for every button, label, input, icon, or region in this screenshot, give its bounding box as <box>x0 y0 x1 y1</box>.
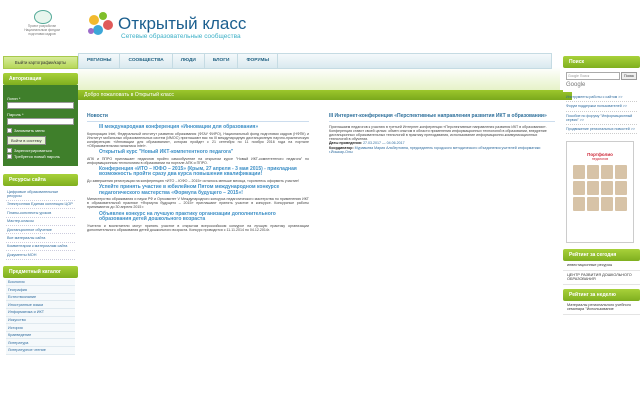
catalog-list <box>3 278 78 356</box>
forgot-link[interactable] <box>7 154 74 159</box>
google-logo: Google <box>566 82 586 88</box>
conference-column <box>329 113 555 263</box>
photo-icon <box>587 181 599 195</box>
coordinator-label: Координатор: <box>329 145 354 150</box>
catalog-item[interactable]: Искусство <box>6 317 75 325</box>
login-label: Логин * <box>7 96 21 101</box>
catalog-title: Предметный каталог <box>3 266 78 278</box>
nav-people[interactable]: ЛЮДИ <box>173 54 205 68</box>
catalog-item[interactable]: Краеведение <box>6 332 75 340</box>
photo-icon <box>615 165 627 179</box>
password-input[interactable] <box>7 118 74 125</box>
conference-intro: Приглашаем педагогов к участию в третьей Интернет-конференции «Перспективные направления развития ИКТ в образовании». <box>329 125 547 129</box>
news-title[interactable]: Успейте принять участие в юбилейном Пятом международном конкурсе педагогического мастерства «Формула будущего – 2015»! <box>99 184 280 196</box>
search-title: Поиск <box>563 56 640 68</box>
rating-week-list <box>563 301 640 315</box>
resource-item[interactable]: Электронная Единая коллекция ЦОР <box>6 201 75 209</box>
portfolio-subtitle: педагогов <box>591 157 609 162</box>
site-title: Открытый класс <box>118 14 247 33</box>
portfolio-banner[interactable] <box>566 141 634 243</box>
top-sidebar-link[interactable]: Выйти картографии/карты <box>3 56 78 69</box>
site-header <box>0 0 640 52</box>
auth-box <box>3 85 78 166</box>
search-button[interactable]: Поиск <box>621 72 637 80</box>
catalog-item[interactable]: История <box>6 324 75 332</box>
auth-title: Авторизация <box>3 73 78 85</box>
colored-balls-icon <box>86 10 116 40</box>
checkbox-icon[interactable] <box>7 128 12 133</box>
rating-week-title: Рейтинг за неделю <box>563 289 640 301</box>
photo-icon <box>601 197 613 211</box>
conference-title[interactable]: III Интернет-конференция «Перспективные направления развития ИКТ в образовании» <box>329 113 555 122</box>
coordinator-value[interactable]: Муравьева Мария Альбертовна, председатель городского методического объединения учителей информатики г.Йошкар-Олы <box>329 145 541 155</box>
bullet-icon <box>7 154 12 159</box>
search-input[interactable]: Google Поиск <box>566 72 620 80</box>
resource-item[interactable]: Дистанционное обучение <box>6 226 75 234</box>
dates-value: 27.03.2017 — 04.06.2017 <box>363 141 405 146</box>
news-title[interactable]: Открытый курс "Новый ИКТ-компетентного педагога" <box>99 148 234 155</box>
resource-item[interactable]: Мастер-классы <box>6 218 75 226</box>
register-label[interactable]: Зарегистрироваться <box>14 148 52 153</box>
login-input[interactable] <box>7 102 74 109</box>
forgot-label[interactable]: Требуется новый пароль <box>14 154 60 159</box>
welcome-banner: Добро пожаловать в Открытый класс <box>78 90 572 100</box>
photo-icon <box>573 165 585 179</box>
resources-list <box>3 186 78 262</box>
news-text: Корпорация Intel, Федеральный институт развития образования (ФГАУ ФИРО), Национальный фонд подготовки кадров (НФПК) и Институт мобильных образовательных систем (ИМОС) приглашают вас на III международную дистанционную научно-практическую конференцию «Инновации для образования», которая пройдет с 21 сентября по 11 ноября 2016 года на портале «Образовательная галактика Intel». <box>87 131 309 148</box>
resource-item[interactable]: Комментарии к материалам сайта <box>6 243 75 251</box>
conference-desc: Конференция ставит своей целью: обмен опытом в области применения информационных технологий в образовании, внедрение дистанционных образовательных технологий в практику преподавания, использование информационно-коммуникационных технологий в обучении. <box>329 129 547 142</box>
catalog-item[interactable]: Биология <box>6 279 75 287</box>
support-link[interactable]: Пособие по форуму "Информационный сервис" >> <box>566 114 637 126</box>
news-column <box>87 113 309 400</box>
photo-icon <box>615 181 627 195</box>
nav-regions[interactable]: РЕГИОНЫ <box>79 54 120 68</box>
site-subtitle: Сетевые образовательные сообщества <box>121 33 241 40</box>
photo-icon <box>601 165 613 179</box>
support-links <box>563 92 640 139</box>
news-title[interactable]: III международная конференция «Инновации для образования» <box>99 124 259 130</box>
news-text: АПК и ППРО приглашает педагогов пройти самообучение на открытом курсе "Новый ИКТ-компетентного педагога" по информационным технологиям в образовании на портале АПК и ППРО. <box>87 156 309 165</box>
resource-item[interactable]: Документы МОН <box>6 251 75 259</box>
photo-icon <box>573 197 585 211</box>
catalog-item[interactable]: Литература <box>6 339 75 347</box>
resource-item[interactable]: Все материалы сайта <box>6 234 75 242</box>
conference-coordinator <box>329 146 555 155</box>
support-link[interactable]: Продвижение региональных новостей >> <box>566 127 637 134</box>
catalog-item[interactable]: Литературное чтение <box>6 347 75 355</box>
nav-communities[interactable]: СООБЩЕСТВА <box>120 54 172 68</box>
dates-label: Даты проведения: <box>329 141 363 146</box>
news-heading: Новости <box>87 113 309 122</box>
news-text: Учителя и воспитатели могут принять участие в открытом всероссийском конкурсе на лучшую практику организации дополнительного образования детей дошкольного возраста. Конкурс проводится с 11.11.2014 по 04.12.2014г. <box>87 223 309 232</box>
rating-item[interactable]: инвестиционные ресурсы <box>563 261 640 270</box>
main-nav <box>78 53 552 69</box>
portfolio-photos <box>567 165 633 211</box>
header-gradient <box>78 67 560 90</box>
news-text: Министерство образования и науки РФ и Оргкомитет V Международного конкурса педагогического мастерства по применению ИКТ в образовательной практике «Формула будущего – 2015» приглашают принять участие в конкурсе. Конкурсные работы принимаются до 30 апреля 2015 г. <box>87 197 309 210</box>
support-link[interactable]: Инструменты работы с сайтом >> <box>566 95 637 102</box>
nav-forums[interactable]: ФОРУМЫ <box>238 54 278 68</box>
catalog-item[interactable]: Иностранные языки <box>6 301 75 309</box>
bullet-icon <box>7 148 12 153</box>
register-link[interactable] <box>7 148 74 153</box>
rating-item[interactable]: ЦЕНТР РАЗВИТИЯ ДОШКОЛЬНОГО ОБРАЗОВАНИЯ <box>563 271 640 285</box>
search-box <box>563 68 640 92</box>
right-sidebar <box>563 52 640 400</box>
globe-icon <box>34 10 52 24</box>
support-link[interactable]: Форум поддержки пользователей >> <box>566 104 637 111</box>
photo-icon <box>587 165 599 179</box>
catalog-item[interactable]: География <box>6 286 75 294</box>
photo-icon <box>615 197 627 211</box>
news-text: До завершения регистрации на конференцию «ИТО – ЮФО – 2015» осталось меньше месяца, торопитесь оформить участие! <box>87 178 300 183</box>
login-button[interactable]: Войти в систему <box>7 136 46 145</box>
nfpk-logo[interactable] <box>22 10 62 38</box>
resource-item[interactable]: Планы-конспекты уроков <box>6 209 75 217</box>
photo-icon <box>587 197 599 211</box>
photo-icon <box>573 181 585 195</box>
nav-blogs[interactable]: БЛОГИ <box>205 54 239 68</box>
nfpk-caption: Проект разработан Национальным фондом подготовки кадров <box>24 24 60 36</box>
portfolio-title: Портфолио <box>587 152 613 158</box>
photo-icon <box>601 181 613 195</box>
rating-today-list <box>563 261 640 284</box>
catalog-item[interactable]: Информатика и ИКТ <box>6 309 75 317</box>
catalog-item[interactable]: Естествознание <box>6 294 75 302</box>
remember-checkbox[interactable] <box>7 128 74 133</box>
news-title[interactable]: Конференция «ИТО – ЮФО – 2015» (Крым, 27 апреля - 3 мая 2015) - прикладная возможность пройти сразу два курса повышения квалификации! <box>99 165 297 178</box>
resources-title: Ресурсы сайта <box>3 174 78 186</box>
remember-label: Запомнить меня <box>14 128 45 133</box>
rating-item[interactable]: Материалы регионального учебного семинара "Использование <box>563 301 640 315</box>
left-sidebar <box>3 52 78 400</box>
password-label: Пароль * <box>7 112 24 117</box>
news-title[interactable]: Объявлен конкурс на лучшую практику организации дополнительного образования детей дошкольного возраста <box>99 210 276 223</box>
rating-today-title: Рейтинг за сегодня <box>563 249 640 261</box>
resource-item[interactable]: Цифровые образовательные ресурсы <box>6 188 75 201</box>
